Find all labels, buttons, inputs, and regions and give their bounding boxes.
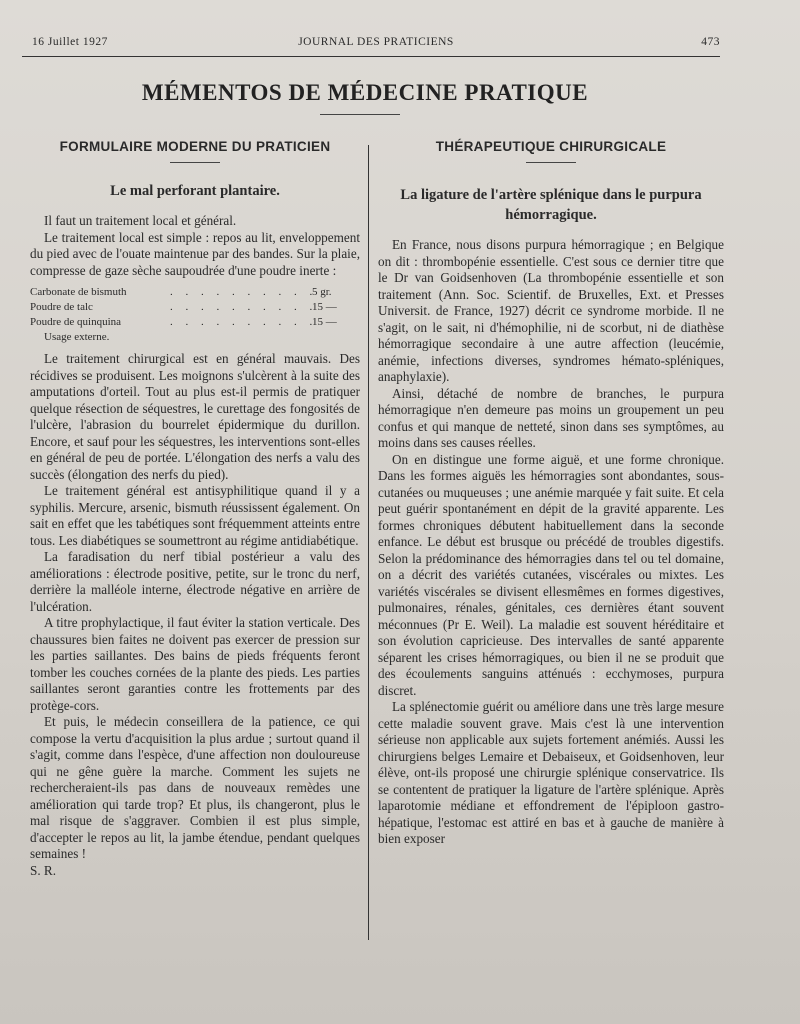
left-article-title: Le mal perforant plantaire. xyxy=(110,183,280,199)
right-article-body xyxy=(378,237,724,848)
formula-row xyxy=(30,315,360,330)
left-paragraph-2: Le traitement local est simple : repos au lit, enveloppement du pied avec de l'ouate maintenue par des bandes. Sur la plaie, compresse de gaze sèche saupoudrée d'une poudre inerte : xyxy=(30,229,360,278)
formula-quantity: 15 — xyxy=(312,301,337,313)
prescription-formula xyxy=(30,285,360,345)
left-column xyxy=(30,138,360,879)
issue-date: 16 Juillet 1927 xyxy=(32,36,108,48)
formula-leader: . . . . . . . . . . xyxy=(170,286,318,298)
left-section-rule xyxy=(170,162,220,163)
right-section-rule xyxy=(526,162,576,163)
journal-name: JOURNAL DES PRATICIENS xyxy=(298,36,454,48)
right-paragraph-2: Ainsi, détaché de nombre de branches, le purpura hémorragique n'en demeure pas moins un groupement un peu confus et qui manque de netteté, sinon dans ses symptômes, au moins dans ses causes réelles. xyxy=(378,385,724,450)
right-paragraph-1: En France, nous disons purpura hémorragique ; en Belgique on dit : thrombopénie essentielle. C'est sous ce dernier titre que le Dr van Goidsenhoven (La thrombopénie essentielle et son traitement (Ann. Soc. Scientif. de Bruxelles, Ext. et Presses Universit. de France, 1927) décrit ce syndrome morbide. Il ne s'agit, on le sait, ni d'hémophilie, ni de scorbut, ni de diathèse hémorragique secondaire à une autre affection (leucémie, anémie, infections diverses, syndromes hémato-spléniques, anaphylaxie). xyxy=(378,237,724,384)
formula-ingredient: Carbonate de bismuth xyxy=(30,286,127,298)
header-rule xyxy=(22,56,720,57)
formula-ingredient: Poudre de quinquina xyxy=(30,316,122,328)
left-paragraph-7: Et puis, le médecin conseillera de la patience, ce qui compose la vertu d'acquisition la plus ardue ; surtout quand il s'agit, comme dans l'espèce, d'une affection non douloureuse qui ne gêne guère la marche. Comment les sujets ne rechercheraient-ils pas dans de nouveaux remèdes une amélioration qui tarde trop? Et plus, ils changeront, plus le mal risque de s'aggraver. Combien il est plus simple, d'accepter le repos au lit, la jambe étendue, pendant quelques semaines ! xyxy=(30,714,360,861)
column-divider xyxy=(368,145,369,940)
formula-leader: . . . . . . . . . . xyxy=(170,316,318,328)
formula-row xyxy=(30,300,360,315)
left-section-heading: FORMULAIRE MODERNE DU PRATICIEN xyxy=(59,139,331,154)
formula-usage: Usage externe. xyxy=(44,331,110,343)
page-title: MÉMENTOS DE MÉDECINE PRATIQUE xyxy=(141,80,589,105)
author-signature: S. R. xyxy=(30,862,57,878)
right-paragraph-3: On en distingue une forme aiguë, et une forme chronique. Dans les formes aiguës les hémorragies sont abondantes, sous-cutanées ou muqueuses ; une anémie marquée y fait suite. Et cela peut guérir spontanément en dépit de la gravité apparente. Les formes chroniques débutent habituellement dans la seconde enfance. Le début est brusque ou précédé de troubles digestifs. Selon la prédominance des hémorragies dans tel ou tel domaine, on a décrit des variétés cutanées, viscérales ou mixtes. Les variétés viscérales se divisent ellesmêmes en formes digestives, pulmonaires, rénales, génitales, ces dernières étant souvent méconnues (Pr E. Weil). La maladie est souvent héréditaire et son évolution capricieuse. Des intervalles de santé apparente séparent les crises hémorragiques, ou bien il ne se produit que des écoulements sanguins atténués : ecchymoses, purpura discret. xyxy=(378,451,724,698)
left-paragraph-6: A titre prophylactique, il faut éviter la station verticale. Des chaussures bien faites ne doivent pas exercer de pression sur les parties saillantes. Des bains de pieds fréquents feront tomber les couches cornées de la plante des pieds. Les parties saillantes seront garanties contre les frottements par des protège-cors. xyxy=(30,615,360,713)
formula-quantity: 5 gr. xyxy=(312,286,332,298)
left-paragraph-5: La faradisation du nerf tibial postérieur a valu des améliorations : électrode positive, petite, sur le tronc du nerf, derrière la malléole interne, électrode négative en arrière de l'ulcération. xyxy=(30,549,360,614)
left-paragraph-4: Le traitement général est antisyphilitique quand il y a syphilis. Mercure, arsenic, bismuth réussissent également. On sait en effet que les tabétiques sont fréquemment atteints entre tous. Les diabétiques se soumettront au régime antidiabétique. xyxy=(30,483,360,548)
formula-leader: . . . . . . . . . . xyxy=(170,301,318,313)
right-article-title: La ligature de l'artère splénique dans le purpura hémorragique. xyxy=(400,187,702,223)
title-rule xyxy=(320,114,400,115)
right-section-heading: THÉRAPEUTIQUE CHIRURGICALE xyxy=(435,139,667,154)
left-paragraph-3: Le traitement chirurgical est en général mauvais. Des récidives se produisent. Les moignons s'ulcèrent à la suite des amputations d'orteil. Tout au plus est-il permis de pratiquer quelque résection de séquestres, le curettage des fongosités de l'ulcère, l'abrasion du bourrelet épidermique du durillon. Encore, et sauf pour les séquestres, les interventions sont-elles en général de peu de portée. L'élongation des nerfs a valu des succès (élongation des nerfs du pied). xyxy=(30,351,360,482)
formula-ingredient: Poudre de talc xyxy=(30,301,93,313)
formula-row xyxy=(30,285,360,300)
formula-quantity: 15 — xyxy=(312,316,337,328)
page-number: 473 xyxy=(701,36,720,48)
left-paragraph-1: Il faut un traitement local et général. xyxy=(44,213,237,228)
running-head xyxy=(32,36,720,54)
right-column xyxy=(378,138,724,848)
left-article-body xyxy=(30,213,360,879)
right-paragraph-4: La splénectomie guérit ou améliore dans une très large mesure cette maladie souvent grave. Mais c'est là une intervention sérieuse non applicable aux sujets fortement anémiés. Aussi les chirurgiens belges Lemaire et Debaiseux, et Goidsenhoven, leur élève, ont-ils proposé une chirurgie splénique conservatrice. Ils se contentent de pratiquer la ligature de l'artère splénique. Après laparotomie médiane et effondrement de l'épiploon gastro-hépatique, l'estomac est attiré en bas et à gauche de manière à bien exposer xyxy=(378,699,724,846)
